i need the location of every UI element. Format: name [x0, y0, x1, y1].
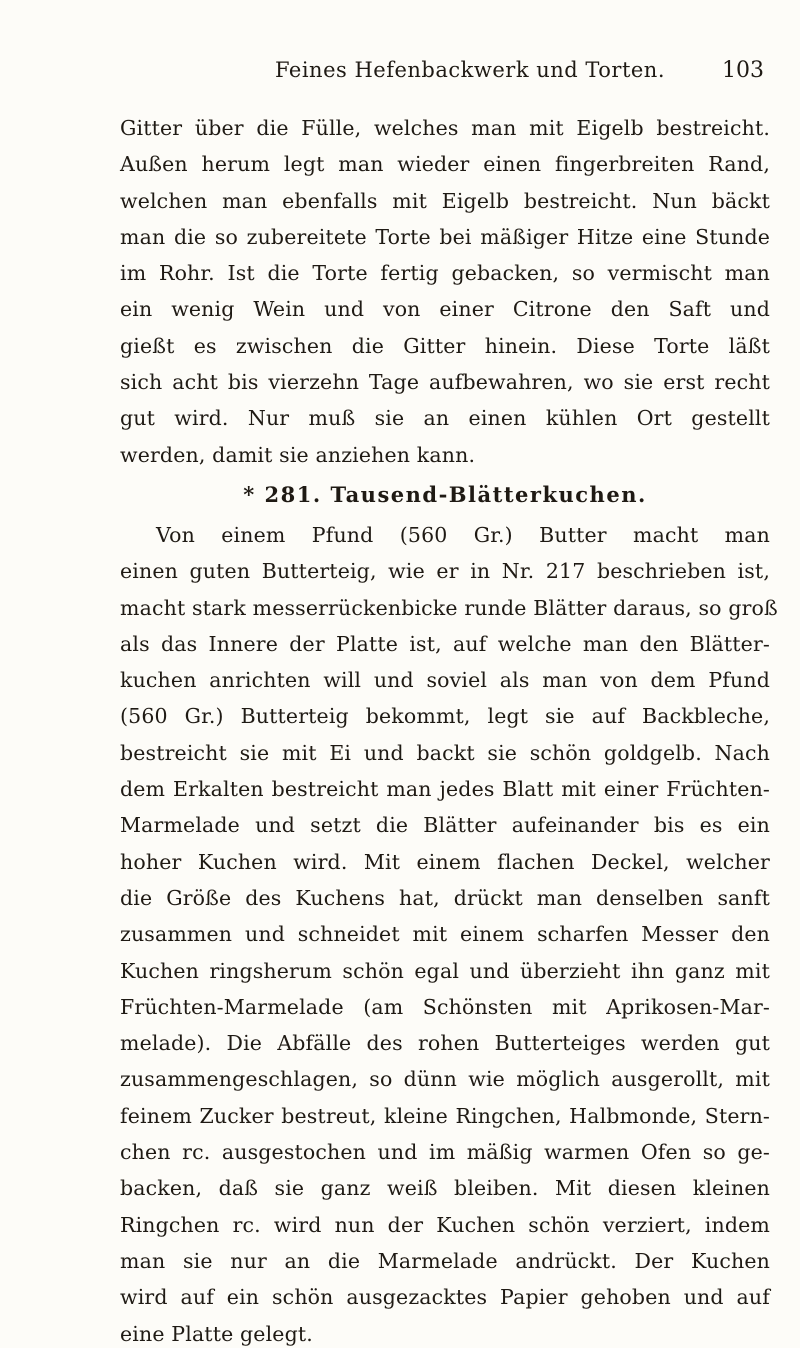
- text-line: Marmelade und setzt die Blätter aufeinander bis es ein: [120, 813, 770, 838]
- recipe-heading: * 281. Tausend-Blätterkuchen.: [243, 481, 647, 507]
- paragraph-tausend-blaetterkuchen: [120, 517, 778, 1352]
- text-line: backen, daß sie ganz weiß bleiben. Mit diesen kleinen: [120, 1176, 770, 1201]
- text-line: Außen herum legt man wieder einen fingerbreiten Rand,: [120, 152, 770, 177]
- text-line: chen rc. ausgestochen und im mäßig warmen Ofen so ge-: [120, 1140, 770, 1165]
- paragraph-gitter-torte: [120, 110, 770, 473]
- text-line: gut wird. Nur muß sie an einen kühlen Ort gestellt: [120, 406, 770, 431]
- text-line: feinem Zucker bestreut, kleine Ringchen, Halbmonde, Stern-: [120, 1103, 770, 1128]
- text-line: gießt es zwischen die Gitter hinein. Diese Torte läßt: [120, 333, 770, 358]
- text-line: (560 Gr.) Butterteig bekommt, legt sie auf Backbleche,: [120, 704, 770, 729]
- text-line: man sie nur an die Marmelade andrückt. Der Kuchen: [120, 1248, 770, 1273]
- text-line: macht stark messerrückenbicke runde Blätter daraus, so groß: [120, 595, 778, 620]
- text-line: werden, damit sie anziehen kann.: [120, 442, 476, 467]
- text-line: dem Erkalten bestreicht man jedes Blatt mit einer Früchten-: [120, 777, 770, 802]
- text-line: als das Innere der Platte ist, auf welche man den Blätter-: [120, 631, 770, 656]
- text-block: [120, 110, 778, 1352]
- text-line: Ringchen rc. wird nun der Kuchen schön verziert, indem: [120, 1212, 770, 1237]
- text-line: die Größe des Kuchens hat, drückt man denselben sanft: [120, 885, 770, 910]
- text-line: zusammengeschlagen, so dünn wie möglich ausgerollt, mit: [120, 1067, 770, 1092]
- running-title: Feines Hefenbackwerk und Torten.: [274, 58, 666, 82]
- text-line: sich acht bis vierzehn Tage aufbewahren, wo sie erst recht: [120, 370, 770, 395]
- text-line: wird auf ein schön ausgezacktes Papier gehoben und auf: [120, 1285, 770, 1310]
- text-line: Kuchen ringsherum schön egal und überzieht ihn ganz mit: [120, 958, 770, 983]
- text-line: Gitter über die Fülle, welches man mit Eigelb bestreicht.: [120, 116, 770, 140]
- text-line: Früchten-Marmelade (am Schönsten mit Aprikosen-Mar-: [120, 994, 770, 1019]
- text-line: welchen man ebenfalls mit Eigelb bestreicht. Nun bäckt: [120, 188, 770, 213]
- text-line: zusammen und schneidet mit einem scharfen Messer den: [120, 922, 770, 947]
- text-line: man die so zubereitete Torte bei mäßiger Hitze eine Stunde: [120, 224, 770, 249]
- text-line: Von einem Pfund (560 Gr.) Butter macht man: [156, 522, 770, 547]
- text-line: im Rohr. Ist die Torte fertig gebacken, so vermischt man: [120, 261, 770, 286]
- text-line: kuchen anrichten will und soviel als man von dem Pfund: [120, 668, 770, 693]
- text-line: bestreicht sie mit Ei und backt sie schön goldgelb. Nach: [120, 740, 770, 765]
- text-line: melade). Die Abfälle des rohen Butterteiges werden gut: [120, 1031, 770, 1056]
- text-line: einen guten Butterteig, wie er in Nr. 217 beschrieben ist,: [120, 559, 770, 584]
- page-number: 103: [722, 58, 764, 83]
- text-line: eine Platte gelegt.: [120, 1321, 313, 1346]
- text-line: hoher Kuchen wird. Mit einem flachen Deckel, welcher: [120, 849, 770, 874]
- running-header: [120, 58, 780, 94]
- text-line: ein wenig Wein und von einer Citrone den Saft und: [120, 297, 770, 322]
